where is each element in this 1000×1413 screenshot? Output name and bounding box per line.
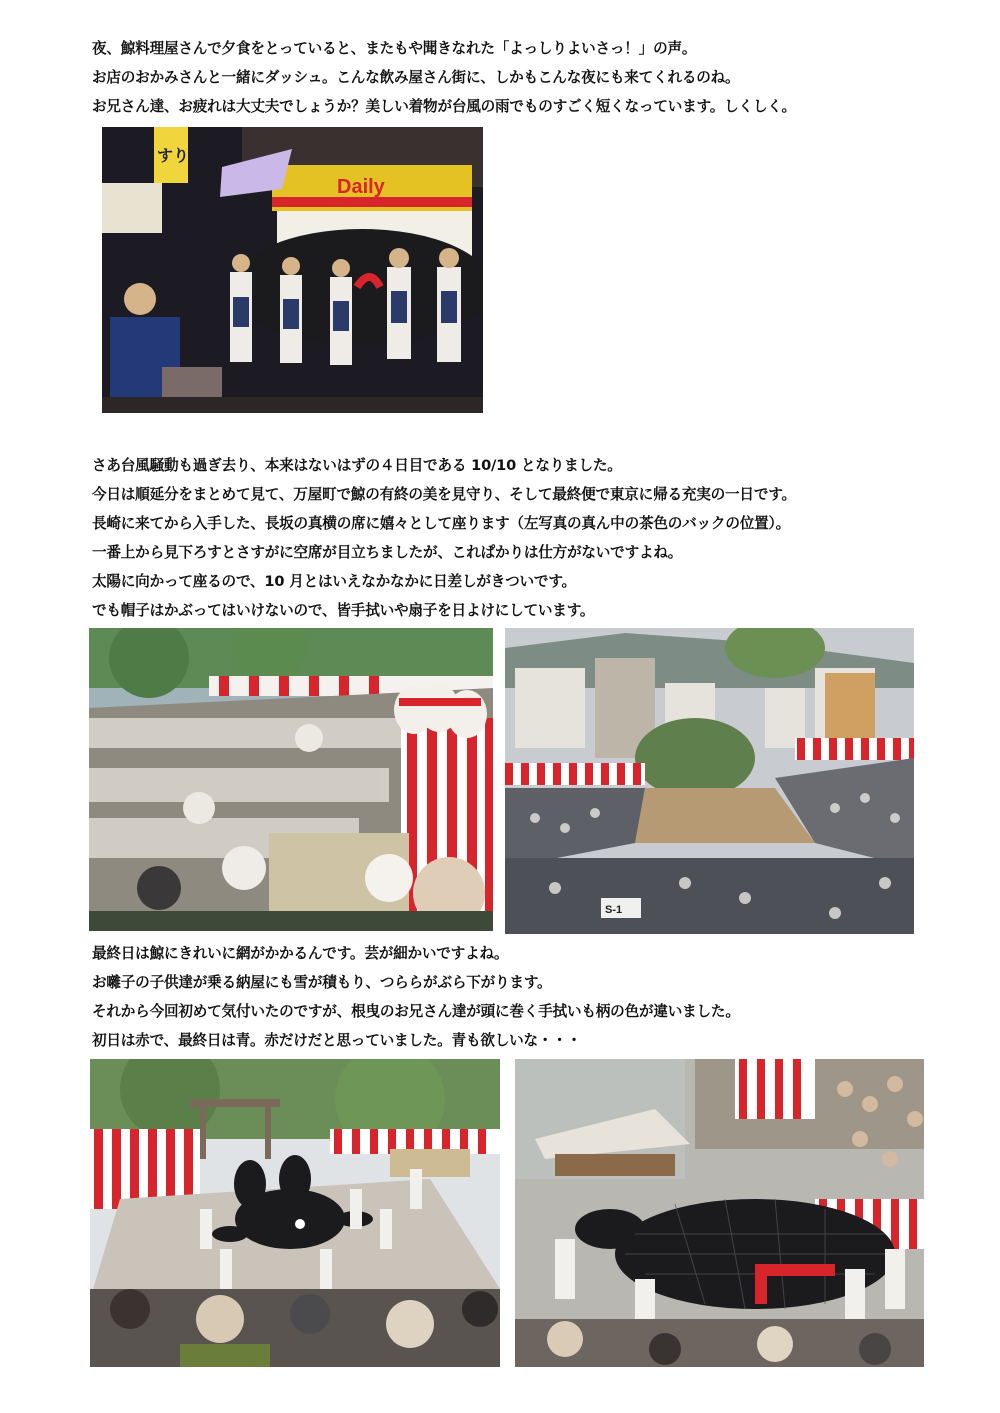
store-sign: Daily	[337, 176, 385, 198]
text-line: 長崎に来てから入手した、長坂の真横の席に嬉々として座ります（左写真の真ん中の茶色のバックの位置）。	[92, 515, 790, 532]
text-line: 初日は赤で、最終日は青。赤だけだと思っていました。青も欲しいな・・・	[92, 1032, 582, 1049]
paragraph-day-four	[92, 451, 952, 625]
vertical-sign: すり	[157, 146, 190, 165]
photo-whale-net-closeup	[515, 1059, 924, 1367]
text-line: 夜、鯨料理屋さんで夕食をとっていると、またもや聞きなれた「よっしりよいさっ！」の声。	[92, 40, 697, 57]
photo-night-street-whale	[102, 127, 483, 413]
photo-plaza-whale-torii	[90, 1059, 500, 1367]
seat-sign: S-1	[605, 904, 623, 916]
paragraph-final-day	[92, 939, 952, 1055]
photo-overhead-arena	[505, 628, 914, 934]
photo-spectator-stands-lanterns	[89, 628, 493, 931]
text-line: さあ台風騒動も過ぎ去り、本来はないはずの４日目である 10/10 となりました。	[92, 457, 622, 474]
text-line: お囃子の子供達が乗る納屋にも雪が積もり、つららがぶら下がります。	[92, 974, 552, 991]
text-line: 今日は順延分をまとめて見て、万屋町で鯨の有終の美を見守り、そして最終便で東京に帰る充実の一日です。	[92, 486, 796, 503]
text-line: 一番上から見下ろすとさすがに空席が目立ちましたが、これぱかりは仕方がないですよね。	[92, 544, 683, 561]
text-line: 太陽に向かって座るので、10 月とはいえなかなかに日差しがきついです。	[92, 573, 576, 590]
text-line: お兄さん達、お疲れは大丈夫でしょうか？美しい着物が台風の雨でものすごく短くなっています。しくしく。	[92, 98, 796, 115]
paragraph-night-visit	[92, 34, 952, 121]
text-line: お店のおかみさんと一緒にダッシュ。こんな飲み屋さん街に、しかもこんな夜にも来てくれるのね。	[92, 69, 740, 86]
text-line: でも帽子はかぶってはいけないので、皆手拭いや扇子を日よけにしています。	[92, 602, 595, 619]
text-line: 最終日は鯨にきれいに網がかかるんです。芸が細かいですよね。	[92, 945, 509, 962]
text-line: それから今回初めて気付いたのですが、根曳のお兄さん達が頭に巻く手拭いも柄の色が違いました。	[92, 1003, 740, 1020]
